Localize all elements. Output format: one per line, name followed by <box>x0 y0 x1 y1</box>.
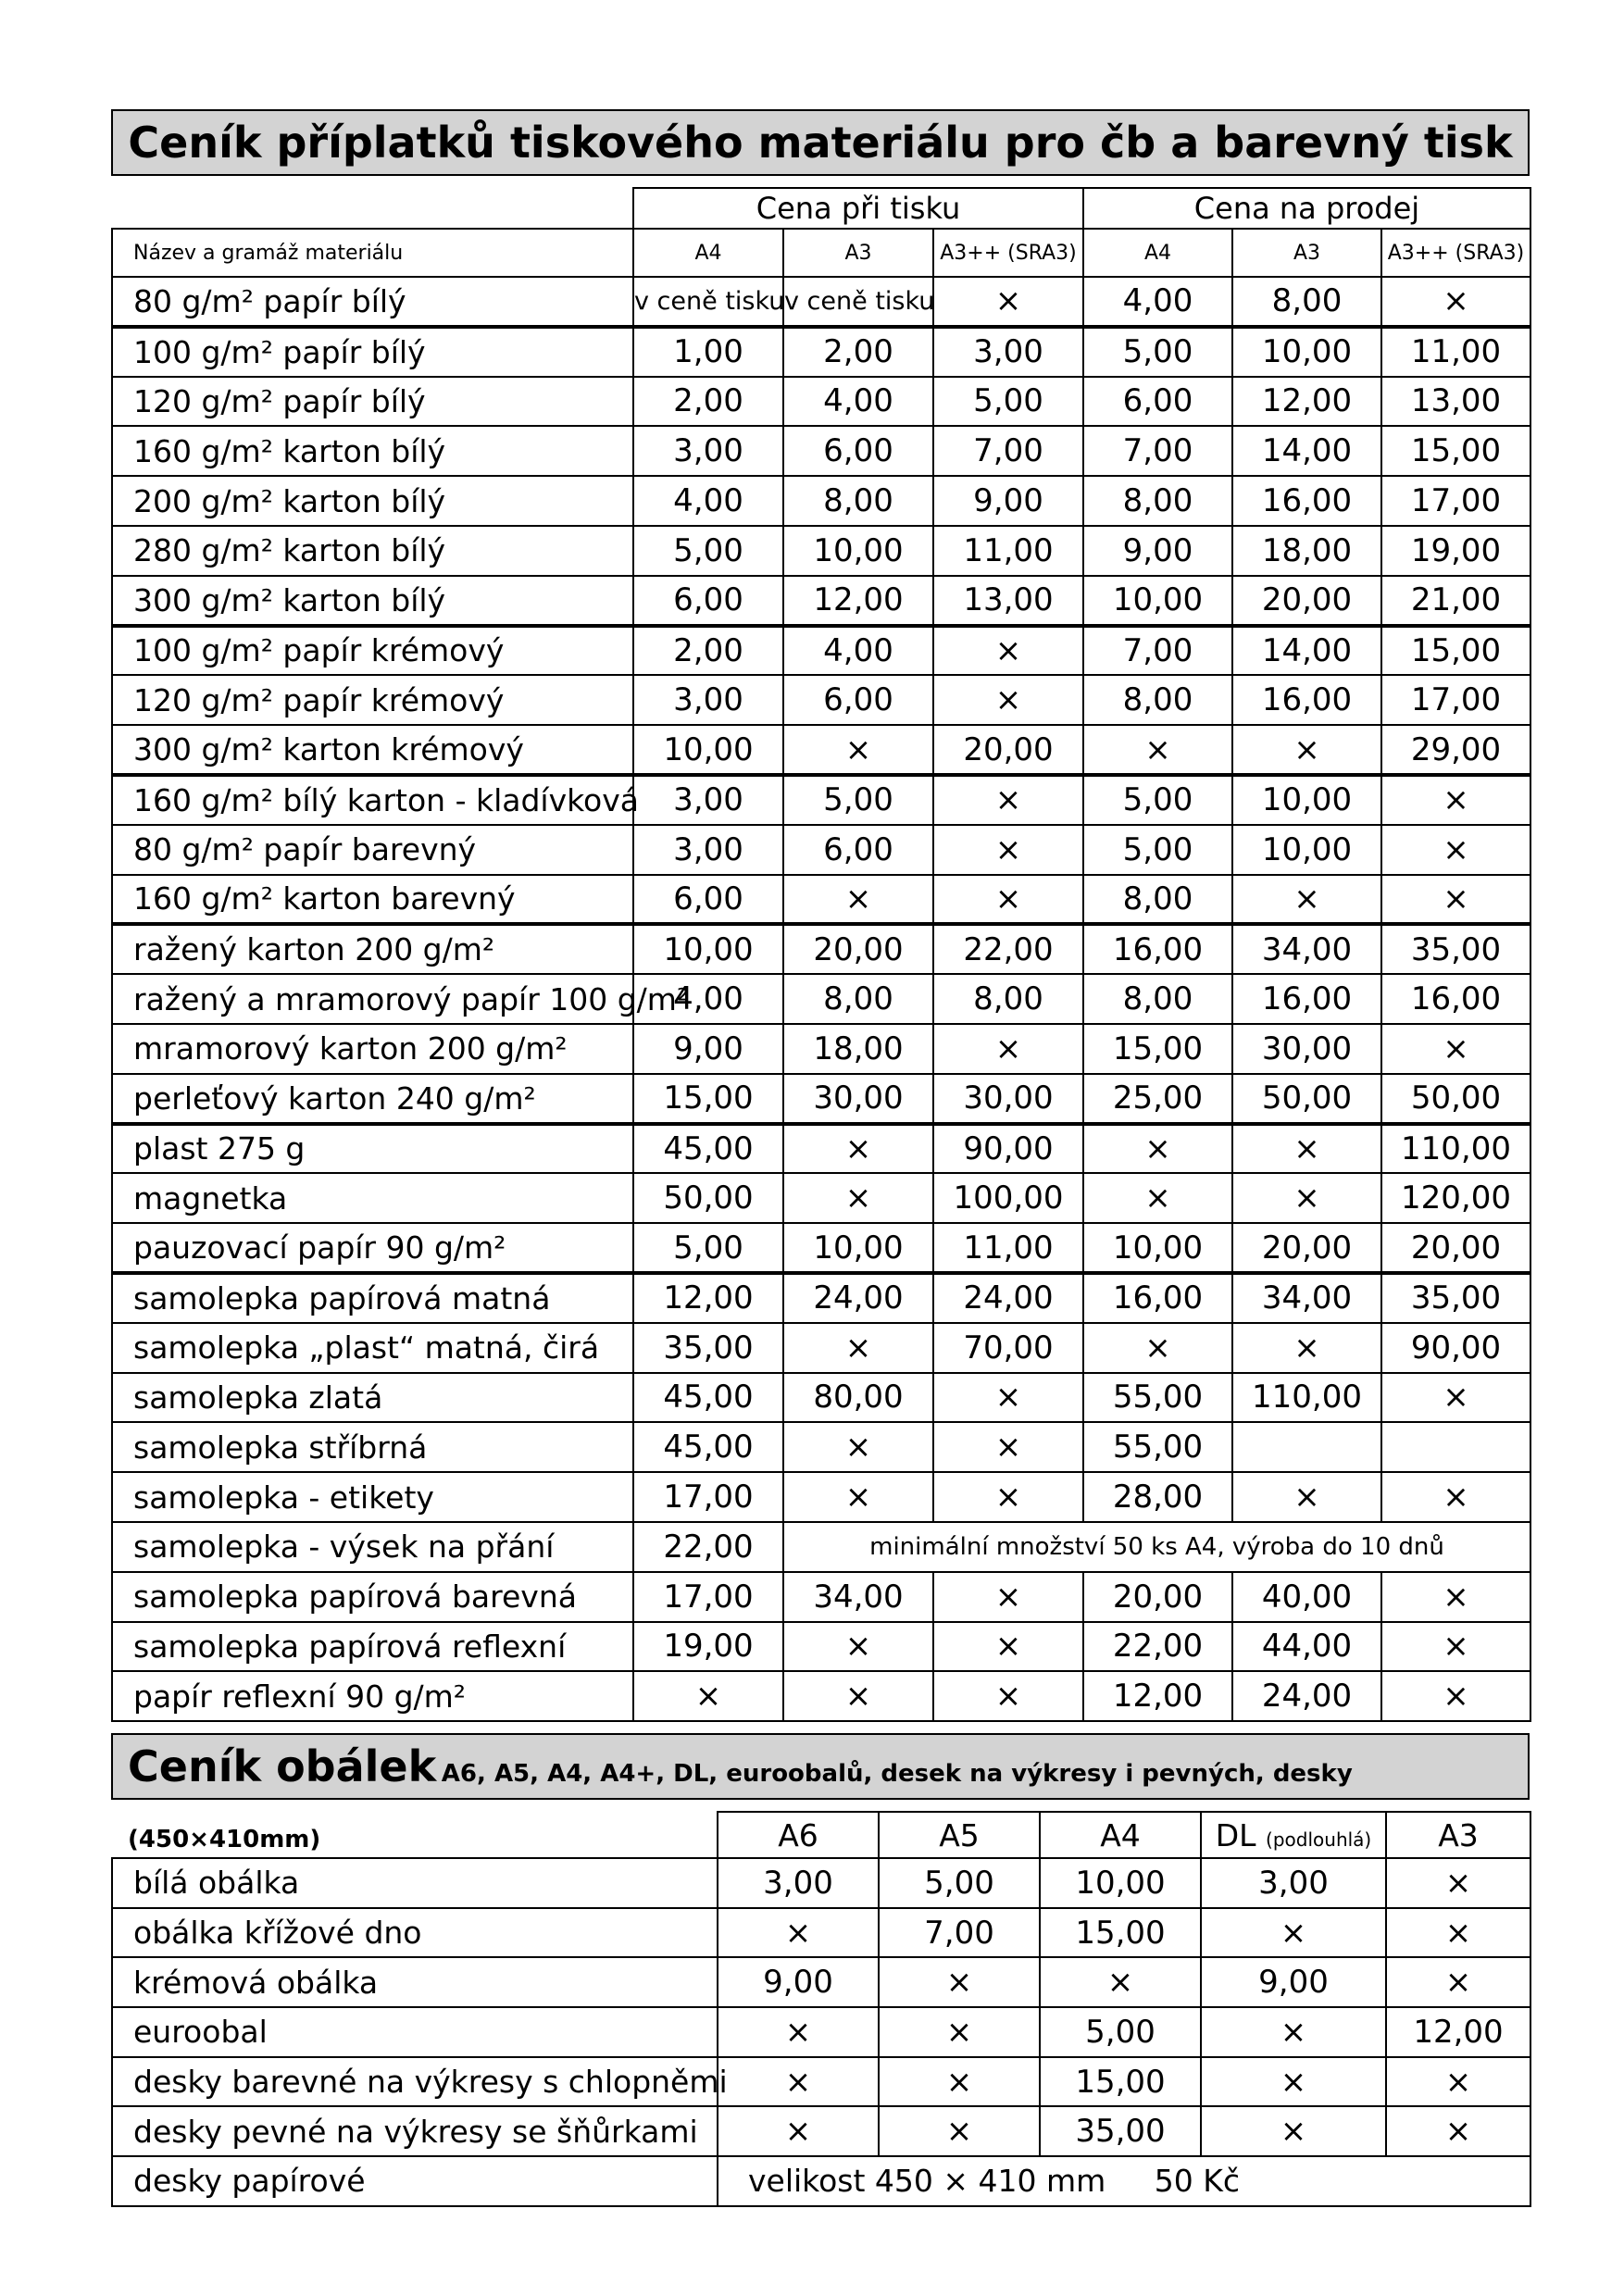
price-cell: × <box>1232 1173 1381 1223</box>
envelope-name: desky pevné na výkresy se šňůrkami <box>112 2106 718 2156</box>
price-cell: 90,00 <box>1381 1323 1530 1373</box>
price-cell: 44,00 <box>1232 1622 1381 1672</box>
price-cell: 10,00 <box>783 526 933 576</box>
price-cell: 18,00 <box>1232 526 1381 576</box>
material-name: 160 g/m² karton barevný <box>112 875 633 925</box>
price-cell: 12,00 <box>1386 2007 1530 2057</box>
price-cell: v ceně tisku <box>633 277 783 327</box>
price-cell: × <box>1381 1472 1530 1522</box>
price-cell: 7,00 <box>879 1908 1040 1958</box>
price-cell <box>1381 1422 1530 1472</box>
price-cell: 30,00 <box>783 1074 933 1124</box>
price-cell: 2,00 <box>783 327 933 377</box>
price-cell: × <box>1232 875 1381 925</box>
material-name: 160 g/m² bílý karton - kladívková <box>112 775 633 825</box>
price-cell: 7,00 <box>933 426 1083 476</box>
price-cell: × <box>1386 1908 1530 1958</box>
price-cell: 20,00 <box>1083 1572 1232 1622</box>
price-cell: × <box>1381 1671 1530 1721</box>
table-row <box>112 1957 1530 2007</box>
price-cell: × <box>879 2007 1040 2057</box>
price-cell: 34,00 <box>1232 924 1381 974</box>
price-cell: 8,00 <box>1083 974 1232 1024</box>
price-cell: 20,00 <box>1381 1223 1530 1273</box>
price-cell: 6,00 <box>783 675 933 725</box>
price-cell: 3,00 <box>633 675 783 725</box>
table-row <box>112 1908 1530 1958</box>
table-row <box>112 725 1530 775</box>
price-cell: × <box>783 1173 933 1223</box>
price-cell: × <box>1381 1373 1530 1423</box>
price-cell: 14,00 <box>1232 426 1381 476</box>
price-cell: 34,00 <box>783 1572 933 1622</box>
price-cell: 10,00 <box>783 1223 933 1273</box>
price-cell: 70,00 <box>933 1323 1083 1373</box>
material-name: samolepka stříbrná <box>112 1422 633 1472</box>
material-name: 80 g/m² papír bílý <box>112 277 633 327</box>
price-cell: 24,00 <box>933 1273 1083 1323</box>
price-cell: × <box>1232 1323 1381 1373</box>
price-cell: × <box>1381 1024 1530 1074</box>
price-cell: × <box>933 1472 1083 1522</box>
price-cell: × <box>879 1957 1040 2007</box>
price-cell: × <box>1083 725 1232 775</box>
price-cell: 18,00 <box>783 1024 933 1074</box>
price-cell: 24,00 <box>783 1273 933 1323</box>
table-row <box>112 377 1530 427</box>
price-cell: 3,00 <box>633 825 783 875</box>
table-row <box>112 924 1530 974</box>
price-cell: × <box>933 1373 1083 1423</box>
price-cell: 3,00 <box>933 327 1083 377</box>
table-row <box>112 426 1530 476</box>
price-cell: 29,00 <box>1381 725 1530 775</box>
price-cell: 4,00 <box>1083 277 1232 327</box>
materials-price-table <box>111 187 1531 1722</box>
material-name: 200 g/m² karton bílý <box>112 476 633 526</box>
price-cell: 5,00 <box>879 1858 1040 1908</box>
table-row <box>112 1472 1530 1522</box>
material-name: samolepka - etikety <box>112 1472 633 1522</box>
price-cell: × <box>1040 1957 1201 2007</box>
price-cell: 22,00 <box>933 924 1083 974</box>
material-name: 100 g/m² papír bílý <box>112 327 633 377</box>
envelope-name: desky barevné na výkresy s chlopněmi <box>112 2057 718 2107</box>
price-cell: 11,00 <box>1381 327 1530 377</box>
group-print-price: Cena při tisku <box>633 188 1083 229</box>
price-cell: 15,00 <box>1381 426 1530 476</box>
column-header: A4 <box>633 229 783 277</box>
price-cell: 30,00 <box>1232 1024 1381 1074</box>
price-cell: 19,00 <box>1381 526 1530 576</box>
group-header-row <box>112 188 1530 229</box>
table-row <box>112 277 1530 327</box>
table-row <box>112 1323 1530 1373</box>
price-cell: 7,00 <box>1083 426 1232 476</box>
price-cell: 10,00 <box>1232 825 1381 875</box>
price-cell: × <box>718 2057 879 2107</box>
price-cell: 5,00 <box>933 377 1083 427</box>
column-header-dl <box>1201 1812 1386 1858</box>
blank-corner <box>112 188 633 229</box>
price-cell: 55,00 <box>1083 1422 1232 1472</box>
price-cell: 5,00 <box>1083 327 1232 377</box>
price-cell: 17,00 <box>633 1472 783 1522</box>
material-name: ražený a mramorový papír 100 g/m² <box>112 974 633 1024</box>
price-cell: 6,00 <box>1083 377 1232 427</box>
envelopes-title-main: Ceník obálek <box>128 1741 437 1791</box>
table-row <box>112 1422 1530 1472</box>
price-cell: 16,00 <box>1232 476 1381 526</box>
price-cell: × <box>1083 1323 1232 1373</box>
price-cell: × <box>1083 1124 1232 1174</box>
price-cell: 17,00 <box>633 1572 783 1622</box>
price-cell: 10,00 <box>1040 1858 1201 1908</box>
table-row <box>112 327 1530 377</box>
table-row <box>112 576 1530 626</box>
price-cell: 12,00 <box>1083 1671 1232 1721</box>
price-cell: 12,00 <box>633 1273 783 1323</box>
price-cell: × <box>1201 2057 1386 2107</box>
price-cell: × <box>933 775 1083 825</box>
price-cell: 11,00 <box>933 526 1083 576</box>
price-cell: × <box>1201 2106 1386 2156</box>
column-header: A3 <box>783 229 933 277</box>
price-cell: × <box>718 2007 879 2057</box>
price-cell: × <box>1381 1622 1530 1672</box>
price-cell: 11,00 <box>933 1223 1083 1273</box>
price-cell: × <box>933 825 1083 875</box>
price-cell: 35,00 <box>633 1323 783 1373</box>
table-row <box>112 1273 1530 1323</box>
price-cell: × <box>933 875 1083 925</box>
material-name: samolepka papírová barevná <box>112 1572 633 1622</box>
price-cell: × <box>1386 1858 1530 1908</box>
table-row <box>112 1024 1530 1074</box>
price-cell: 6,00 <box>783 426 933 476</box>
price-cell: 10,00 <box>1232 327 1381 377</box>
price-cell: 9,00 <box>1083 526 1232 576</box>
price-cell: 8,00 <box>933 974 1083 1024</box>
material-name: 280 g/m² karton bílý <box>112 526 633 576</box>
price-cell: 10,00 <box>633 725 783 775</box>
price-cell: 80,00 <box>783 1373 933 1423</box>
column-header: A3++ (SRA3) <box>1381 229 1530 277</box>
price-cell: × <box>1201 2007 1386 2057</box>
price-cell: × <box>1381 825 1530 875</box>
price-cell: 120,00 <box>1381 1173 1530 1223</box>
table-row <box>112 526 1530 576</box>
table-row <box>112 1373 1530 1423</box>
desk-size-price: velikost 450 × 410 mm 50 Kč <box>718 2156 1530 2206</box>
price-cell: 13,00 <box>933 576 1083 626</box>
price-cell: 17,00 <box>1381 675 1530 725</box>
price-cell: 50,00 <box>1232 1074 1381 1124</box>
price-cell: 50,00 <box>633 1173 783 1223</box>
price-cell: × <box>783 1124 933 1174</box>
price-cell: 35,00 <box>1381 1273 1530 1323</box>
price-cell: 13,00 <box>1381 377 1530 427</box>
column-header: A5 <box>879 1812 1040 1858</box>
table-row <box>112 775 1530 825</box>
table-row <box>112 675 1530 725</box>
price-cell: 12,00 <box>1232 377 1381 427</box>
material-name: samolepka - výsek na přání <box>112 1522 633 1572</box>
table-row <box>112 875 1530 925</box>
material-name: 300 g/m² karton bílý <box>112 576 633 626</box>
price-cell: 22,00 <box>1083 1622 1232 1672</box>
column-header: A6 <box>718 1812 879 1858</box>
price-cell: 12,00 <box>783 576 933 626</box>
price-cell: × <box>1232 1124 1381 1174</box>
price-cell: × <box>1381 875 1530 925</box>
price-cell: × <box>718 2106 879 2156</box>
price-cell: × <box>783 1422 933 1472</box>
price-cell: 6,00 <box>633 875 783 925</box>
price-cell: 5,00 <box>1083 825 1232 875</box>
price-cell: 35,00 <box>1040 2106 1201 2156</box>
price-cell: × <box>1386 2106 1530 2156</box>
price-cell: 16,00 <box>1083 1273 1232 1323</box>
price-cell: 8,00 <box>783 476 933 526</box>
material-name: samolepka papírová reflexní <box>112 1622 633 1672</box>
table-row <box>112 2106 1530 2156</box>
price-cell: × <box>783 1622 933 1672</box>
envelopes-header-row <box>112 1812 1530 1858</box>
price-cell: 8,00 <box>1083 875 1232 925</box>
column-header: A3++ (SRA3) <box>933 229 1083 277</box>
price-cell: 3,00 <box>718 1858 879 1908</box>
price-cell: 55,00 <box>1083 1373 1232 1423</box>
price-cell: × <box>1381 1572 1530 1622</box>
price-cell: 110,00 <box>1381 1124 1530 1174</box>
price-cell: 15,00 <box>1040 2057 1201 2107</box>
price-cell: 2,00 <box>633 377 783 427</box>
price-cell: × <box>1232 1472 1381 1522</box>
material-name: perleťový karton 240 g/m² <box>112 1074 633 1124</box>
price-cell: × <box>1386 2057 1530 2107</box>
price-cell: 14,00 <box>1232 626 1381 676</box>
price-cell: 28,00 <box>1083 1472 1232 1522</box>
column-header-row <box>112 229 1530 277</box>
price-cell: 9,00 <box>633 1024 783 1074</box>
envelope-name: euroobal <box>112 2007 718 2057</box>
material-name: 100 g/m² papír krémový <box>112 626 633 676</box>
price-cell: 8,00 <box>1083 476 1232 526</box>
material-name: mramorový karton 200 g/m² <box>112 1024 633 1074</box>
price-cell: × <box>783 725 933 775</box>
material-name: 120 g/m² papír krémový <box>112 675 633 725</box>
table-row <box>112 626 1530 676</box>
price-cell: 19,00 <box>633 1622 783 1672</box>
price-cell: 5,00 <box>1040 2007 1201 2057</box>
table-row <box>112 1858 1530 1908</box>
price-cell: 17,00 <box>1381 476 1530 526</box>
price-cell: 15,00 <box>1083 1024 1232 1074</box>
table-row <box>112 1622 1530 1672</box>
material-name: samolepka „plast“ matná, čirá <box>112 1323 633 1373</box>
price-cell: 4,00 <box>783 626 933 676</box>
price-cell: × <box>1201 1908 1386 1958</box>
price-cell: 15,00 <box>1381 626 1530 676</box>
price-cell: × <box>718 1908 879 1958</box>
price-cell: 4,00 <box>783 377 933 427</box>
price-cell: 10,00 <box>633 924 783 974</box>
price-cell: × <box>1232 725 1381 775</box>
price-cell: × <box>879 2057 1040 2107</box>
price-cell: 22,00 <box>633 1522 783 1572</box>
column-header: A3 <box>1232 229 1381 277</box>
price-cell: 8,00 <box>1083 675 1232 725</box>
price-cell: 110,00 <box>1232 1373 1381 1423</box>
price-cell: 2,00 <box>633 626 783 676</box>
envelope-name: bílá obálka <box>112 1858 718 1908</box>
price-cell: 45,00 <box>633 1124 783 1174</box>
row-note: minimální množství 50 ks A4, výroba do 10 dnů <box>783 1522 1530 1572</box>
price-cell: 34,00 <box>1232 1273 1381 1323</box>
group-sale-price: Cena na prodej <box>1083 188 1530 229</box>
price-cell: 7,00 <box>1083 626 1232 676</box>
price-cell: 3,00 <box>633 775 783 825</box>
table-row <box>112 476 1530 526</box>
price-cell: 15,00 <box>1040 1908 1201 1958</box>
table-row <box>112 1173 1530 1223</box>
dl-note: (podlouhlá) <box>1266 1828 1372 1851</box>
price-cell: 5,00 <box>783 775 933 825</box>
price-cell: 4,00 <box>633 476 783 526</box>
material-name: samolepka papírová matná <box>112 1273 633 1323</box>
price-cell: 9,00 <box>933 476 1083 526</box>
price-cell: 10,00 <box>1083 576 1232 626</box>
material-name: samolepka zlatá <box>112 1373 633 1423</box>
envelope-name: obálka křížové dno <box>112 1908 718 1958</box>
table-row <box>112 825 1530 875</box>
price-cell: 30,00 <box>933 1074 1083 1124</box>
price-cell: 20,00 <box>1232 1223 1381 1273</box>
price-cell: × <box>879 2106 1040 2156</box>
price-cell: 1,00 <box>633 327 783 377</box>
price-cell: 20,00 <box>933 725 1083 775</box>
material-name: plast 275 g <box>112 1124 633 1174</box>
price-cell: 15,00 <box>633 1074 783 1124</box>
price-cell: 90,00 <box>933 1124 1083 1174</box>
table-row <box>112 1522 1530 1572</box>
material-name: 80 g/m² papír barevný <box>112 825 633 875</box>
price-cell: 24,00 <box>1232 1671 1381 1721</box>
price-cell: × <box>1381 775 1530 825</box>
price-cell: × <box>933 1572 1083 1622</box>
price-cell: 6,00 <box>783 825 933 875</box>
price-cell: v ceně tisku <box>783 277 933 327</box>
envelope-name: desky papírové <box>112 2156 718 2206</box>
price-cell: × <box>783 875 933 925</box>
column-header: A4 <box>1083 229 1232 277</box>
price-cell: 9,00 <box>1201 1957 1386 2007</box>
price-cell: 16,00 <box>1232 675 1381 725</box>
price-cell: 20,00 <box>1232 576 1381 626</box>
price-cell: 16,00 <box>1083 924 1232 974</box>
material-name: pauzovací papír 90 g/m² <box>112 1223 633 1273</box>
column-header-name: Název a gramáž materiálu <box>112 229 633 277</box>
price-cell: 50,00 <box>1381 1074 1530 1124</box>
material-name: papír reflexní 90 g/m² <box>112 1671 633 1721</box>
price-cell: × <box>933 1671 1083 1721</box>
price-cell: × <box>933 1024 1083 1074</box>
price-cell: 45,00 <box>633 1373 783 1423</box>
table-row <box>112 1572 1530 1622</box>
price-cell: 5,00 <box>633 1223 783 1273</box>
envelopes-title-sub: A6, A5, A4, A4+, DL, euroobalů, desek na výkresy i pevných, desky (450×410mm) <box>128 1760 1353 1853</box>
material-name: 300 g/m² karton krémový <box>112 725 633 775</box>
price-cell: 6,00 <box>633 576 783 626</box>
table-row <box>112 2007 1530 2057</box>
price-cell: × <box>783 1671 933 1721</box>
price-cell: 5,00 <box>1083 775 1232 825</box>
price-cell <box>1232 1422 1381 1472</box>
price-cell: 16,00 <box>1232 974 1381 1024</box>
blank-corner <box>112 1812 718 1858</box>
price-list-title: Ceník příplatků tiskového materiálu pro čb a barevný tisk <box>111 109 1530 176</box>
price-cell: × <box>783 1472 933 1522</box>
price-cell: 3,00 <box>633 426 783 476</box>
price-cell: 21,00 <box>1381 576 1530 626</box>
price-cell: 3,00 <box>1201 1858 1386 1908</box>
dl-label: DL <box>1215 1816 1256 1853</box>
price-cell: 9,00 <box>718 1957 879 2007</box>
price-cell: × <box>933 1622 1083 1672</box>
price-cell: × <box>1386 1957 1530 2007</box>
material-name: magnetka <box>112 1173 633 1223</box>
envelope-name: krémová obálka <box>112 1957 718 2007</box>
price-cell: 10,00 <box>1232 775 1381 825</box>
price-cell: 4,00 <box>633 974 783 1024</box>
price-cell: × <box>933 1422 1083 1472</box>
price-cell: × <box>1381 277 1530 327</box>
price-cell: 35,00 <box>1381 924 1530 974</box>
envelopes-price-table <box>111 1811 1531 2207</box>
price-cell: 45,00 <box>633 1422 783 1472</box>
price-cell: 25,00 <box>1083 1074 1232 1124</box>
price-cell: 40,00 <box>1232 1572 1381 1622</box>
price-cell: 20,00 <box>783 924 933 974</box>
table-row <box>112 1671 1530 1721</box>
price-cell: 8,00 <box>1232 277 1381 327</box>
price-cell: × <box>933 675 1083 725</box>
price-cell: 5,00 <box>633 526 783 576</box>
price-cell: × <box>783 1323 933 1373</box>
table-row <box>112 1124 1530 1174</box>
price-cell: × <box>633 1671 783 1721</box>
table-row <box>112 2156 1530 2206</box>
material-name: 120 g/m² papír bílý <box>112 377 633 427</box>
table-row <box>112 1223 1530 1273</box>
material-name: ražený karton 200 g/m² <box>112 924 633 974</box>
price-cell: 8,00 <box>783 974 933 1024</box>
price-cell: 16,00 <box>1381 974 1530 1024</box>
material-name: 160 g/m² karton bílý <box>112 426 633 476</box>
price-cell: 100,00 <box>933 1173 1083 1223</box>
price-cell: 10,00 <box>1083 1223 1232 1273</box>
column-header: A4 <box>1040 1812 1201 1858</box>
table-row <box>112 1074 1530 1124</box>
table-row <box>112 2057 1530 2107</box>
price-cell: × <box>1083 1173 1232 1223</box>
table-row <box>112 974 1530 1024</box>
price-cell: × <box>933 626 1083 676</box>
price-cell: × <box>933 277 1083 327</box>
column-header: A3 <box>1386 1812 1530 1858</box>
